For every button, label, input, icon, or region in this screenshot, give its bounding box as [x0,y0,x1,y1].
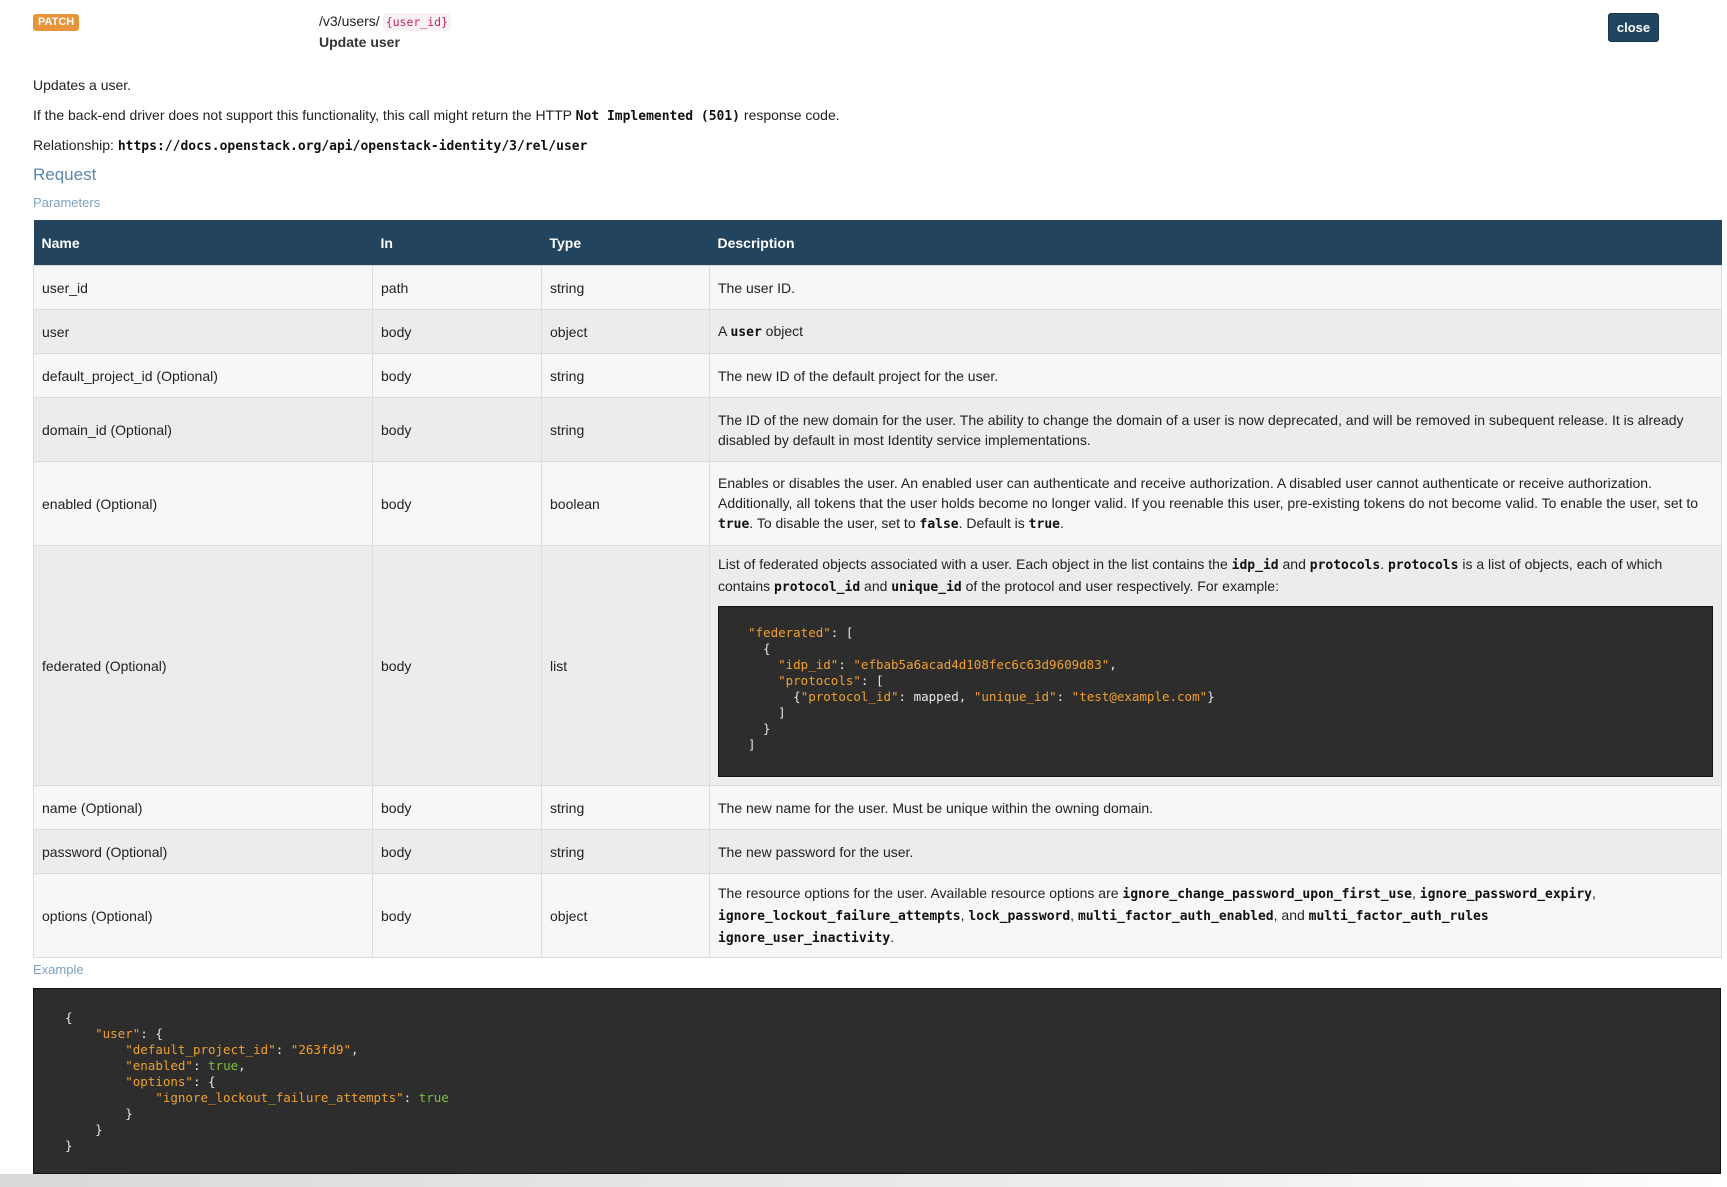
desc-code: ignore_lockout_failure_attempts [718,908,961,924]
column-header-description: Description [710,220,1722,266]
desc-code: user [730,324,762,340]
table-row [34,874,1722,958]
desc-text: , [1412,884,1420,901]
table-row [34,786,1722,830]
table-row [34,546,1722,786]
desc-text: and [860,578,892,594]
desc-text: of the protocol and user respectively. For example: [961,578,1279,594]
param-name: federated (Optional) [34,546,373,786]
error-note-text-end: response code. [740,107,840,123]
param-name: default_project_id (Optional) [34,354,373,398]
column-header-name: Name [34,220,373,266]
code-key: "unique_id" [973,689,1057,704]
close-button[interactable]: close [1608,13,1659,42]
table-row [34,830,1722,874]
desc-code: protocols [1387,558,1459,573]
param-type: string [542,266,710,310]
code-key: "idp_id" [778,657,839,672]
param-type: object [542,874,710,958]
desc-code: ignore_change_password_upon_first_use [1122,886,1413,902]
error-code: Not Implemented (501) [575,109,741,124]
column-header-type: Type [542,220,710,266]
relationship-label: Relationship: [33,137,118,153]
horizontal-scrollbar[interactable] [0,1174,1727,1187]
federated-description [718,554,1713,598]
desc-text: , and [1273,906,1309,923]
param-in: body [373,398,542,462]
param-in: body [373,354,542,398]
code-key: "default_project_id" [125,1042,276,1057]
example-heading: Example [33,962,84,977]
table-row [34,266,1722,310]
param-name: enabled (Optional) [34,462,373,546]
desc-text: and [1278,556,1310,572]
desc-code: ignore_password_expiry [1419,886,1592,902]
desc-code: true [718,516,750,532]
param-description [710,310,1722,354]
code-keyword: true [208,1058,239,1073]
table-row [34,462,1722,546]
method-header [33,0,1721,62]
relationship-url: https://docs.openstack.org/api/openstack-identity/3/rel/user [117,139,588,154]
desc-text: is a list of objects, each of which contains [718,556,1663,594]
code-key: "user" [95,1026,141,1041]
code-string: "efbab5a6acad4d108fec6c63d9609d83" [853,657,1110,672]
param-description: The user ID. [710,266,1722,310]
parameters-table [33,220,1722,958]
code-key: "protocols" [778,673,861,688]
federated-example-code: "federated": [ { "idp_id": "efbab5a6acad4d108fec6c63d9609d83", "protocols": [ {"protocol_id": mapped, "unique_id": "test@example.com"} ] } ] [718,606,1713,777]
desc-code: multi_factor_auth_rules [1308,908,1489,924]
description-line: Updates a user. [33,77,132,93]
desc-code: multi_factor_auth_enabled [1077,908,1274,924]
desc-text: . [890,928,895,945]
param-in: body [373,830,542,874]
code-key: "ignore_lockout_failure_attempts" [155,1090,404,1105]
param-description: The ID of the new domain for the user. The ability to change the domain of a user is now deprecated, and will be removed in subequent release. It is already disabled by default in most Identity service implementations. [710,398,1722,462]
param-type: string [542,354,710,398]
param-type: string [542,398,710,462]
desc-text: . To disable the user, set to [749,514,920,531]
endpoint-path-prefix: /v3/users/ [319,13,380,29]
param-name: domain_id (Optional) [34,398,373,462]
param-description [710,546,1722,786]
desc-text: Enables or disables the user. An enabled user can authenticate and receive authorization. A disabled user cannot authenticate or receive authorization. Additionally, all tokens that the user holds become no longer valid. If you reenable this user, pre-existing tokens do not become valid. To enable the user, set to [718,474,1699,511]
param-name: options (Optional) [34,874,373,958]
param-in: body [373,874,542,958]
desc-code: true [1028,516,1060,532]
param-in: body [373,546,542,786]
param-in: body [373,310,542,354]
code-key: "protocol_id" [800,689,899,704]
desc-text: . [1380,556,1388,572]
desc-code: protocols [1309,558,1381,573]
desc-code: protocol_id [774,580,861,595]
param-description: The new password for the user. [710,830,1722,874]
table-header-row [34,220,1722,266]
code-keyword: true [418,1090,449,1105]
param-description [710,874,1722,958]
desc-text: List of federated objects associated with a user. Each object in the list contains the [718,556,1232,572]
request-example-code: { "user": { "default_project_id": "263fd9", "enabled": true, "options": { "ignore_lockout_failure_attempts": true } } } [33,988,1721,1174]
param-in: body [373,462,542,546]
endpoint-path [319,13,451,29]
desc-text: , [960,906,969,923]
code-value: mapped [913,689,959,704]
desc-text: . [1059,514,1064,531]
param-type: boolean [542,462,710,546]
code-key: "enabled" [125,1058,193,1073]
code-string: "test@example.com" [1071,689,1208,704]
code-string: "263fd9" [290,1042,352,1057]
method-summary: Update user [319,34,400,50]
param-type: string [542,786,710,830]
param-type: list [542,546,710,786]
desc-code: unique_id [891,580,962,595]
relationship-line [33,137,587,154]
parameters-heading: Parameters [33,195,101,210]
table-row [34,354,1722,398]
request-heading: Request [33,165,97,184]
desc-text: , [1591,884,1596,901]
table-row [34,310,1722,354]
desc-text: object [761,322,804,339]
param-name: password (Optional) [34,830,373,874]
desc-code: idp_id [1231,558,1279,573]
http-method-badge: PATCH [33,14,79,31]
error-note [33,107,840,124]
desc-code: false [919,516,959,532]
param-name: user [34,310,373,354]
param-name: name (Optional) [34,786,373,830]
param-name: user_id [34,266,373,310]
param-description: The new name for the user. Must be unique within the owning domain. [710,786,1722,830]
desc-text: A [718,322,731,339]
code-key: "federated" [748,625,831,640]
param-description: The new ID of the default project for the user. [710,354,1722,398]
param-type: string [542,830,710,874]
desc-code: lock_password [968,908,1071,924]
param-description [710,462,1722,546]
error-note-text: If the back-end driver does not support this functionality, this call might return the HTTP [33,107,576,123]
param-in: path [373,266,542,310]
desc-text: The resource options for the user. Available resource options are [718,884,1123,901]
desc-text: , [1070,906,1078,923]
code-key: "options" [125,1074,193,1089]
param-in: body [373,786,542,830]
desc-text: . Default is [958,514,1029,531]
table-row [34,398,1722,462]
column-header-in: In [373,220,542,266]
api-method-panel [33,0,1721,1153]
desc-code: ignore_user_inactivity [718,930,891,946]
endpoint-path-param: {user_id} [383,13,451,31]
param-type: object [542,310,710,354]
